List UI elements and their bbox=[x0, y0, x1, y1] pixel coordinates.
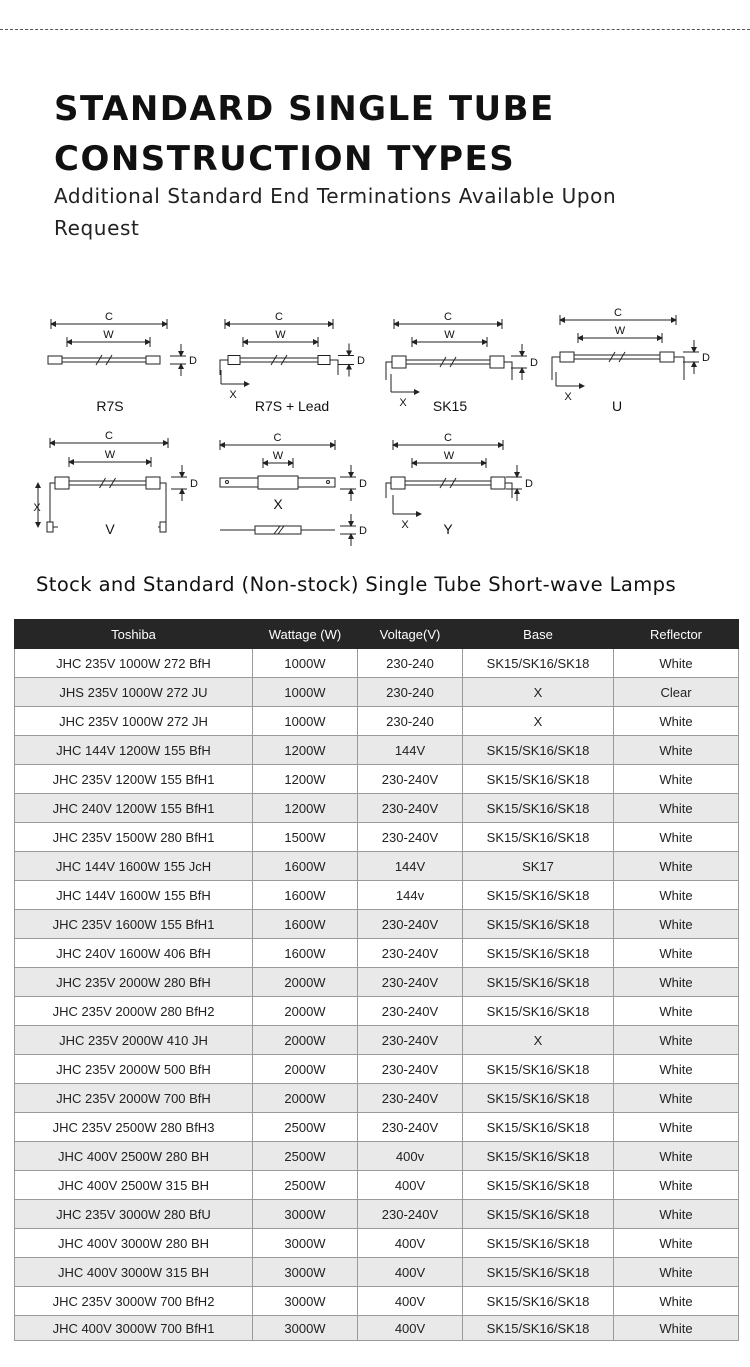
type-label-u: U bbox=[611, 398, 623, 414]
cell-model: JHC 235V 2000W 280 BfH2 bbox=[15, 997, 253, 1026]
cell-voltage: 230-240V bbox=[358, 939, 463, 968]
cell-base: X bbox=[463, 707, 614, 736]
lamp-table bbox=[14, 619, 739, 1341]
cell-reflector: White bbox=[614, 736, 739, 765]
cell-wattage: 1200W bbox=[253, 736, 358, 765]
dim-d-label: D bbox=[525, 478, 533, 490]
cell-reflector: White bbox=[614, 823, 739, 852]
table-row bbox=[15, 1287, 739, 1316]
cell-base: SK15/SK16/SK18 bbox=[463, 1084, 614, 1113]
cell-model: JHC 144V 1200W 155 BfH bbox=[15, 736, 253, 765]
page-subtitle: Additional Standard End Terminations Available Upon Request bbox=[54, 184, 617, 240]
cell-voltage: 400v bbox=[358, 1142, 463, 1171]
cell-base: SK15/SK16/SK18 bbox=[463, 736, 614, 765]
cell-voltage: 230-240V bbox=[358, 1200, 463, 1229]
cell-reflector: White bbox=[614, 1171, 739, 1200]
table-row bbox=[15, 1258, 739, 1287]
cell-wattage: 1600W bbox=[253, 939, 358, 968]
cell-wattage: 2000W bbox=[253, 1084, 358, 1113]
cell-voltage: 400V bbox=[358, 1287, 463, 1316]
table-header-row bbox=[15, 620, 739, 649]
cell-wattage: 2000W bbox=[253, 997, 358, 1026]
cell-reflector: White bbox=[614, 881, 739, 910]
dim-c-label: C bbox=[444, 432, 452, 444]
dim-d-label: D bbox=[702, 352, 710, 364]
cell-base: SK15/SK16/SK18 bbox=[463, 997, 614, 1026]
column-header-model: Toshiba bbox=[15, 620, 253, 649]
cell-model: JHC 400V 2500W 280 BH bbox=[15, 1142, 253, 1171]
cell-model: JHS 235V 1000W 272 JU bbox=[15, 678, 253, 707]
cell-wattage: 1000W bbox=[253, 649, 358, 678]
cell-voltage: 400V bbox=[358, 1258, 463, 1287]
construction-types-diagram bbox=[0, 300, 750, 555]
cell-wattage: 1500W bbox=[253, 823, 358, 852]
cell-reflector: White bbox=[614, 910, 739, 939]
cell-model: JHC 235V 1200W 155 BfH1 bbox=[15, 765, 253, 794]
table-row bbox=[15, 736, 739, 765]
dim-x-label: X bbox=[401, 519, 409, 531]
dim-w-label: W bbox=[275, 329, 286, 341]
cell-base: SK15/SK16/SK18 bbox=[463, 1113, 614, 1142]
type-label-sk15: SK15 bbox=[432, 398, 468, 414]
dim-c-label: C bbox=[105, 311, 113, 323]
dim-c-label: C bbox=[614, 307, 622, 319]
cell-reflector: White bbox=[614, 1055, 739, 1084]
dim-c-label: C bbox=[273, 432, 282, 444]
cell-voltage: 400V bbox=[358, 1316, 463, 1341]
table-row bbox=[15, 939, 739, 968]
top-dashed-divider bbox=[0, 29, 750, 30]
dim-w-label: W bbox=[443, 450, 455, 462]
dim-x-label: X bbox=[229, 389, 237, 401]
table-row bbox=[15, 881, 739, 910]
cell-model: JHC 235V 1000W 272 BfH bbox=[15, 649, 253, 678]
cell-base: SK17 bbox=[463, 852, 614, 881]
cell-reflector: White bbox=[614, 939, 739, 968]
dim-d-label: D bbox=[359, 525, 367, 537]
cell-wattage: 2000W bbox=[253, 1026, 358, 1055]
cell-voltage: 230-240V bbox=[358, 968, 463, 997]
dim-x-label: X bbox=[399, 397, 407, 409]
table-row bbox=[15, 823, 739, 852]
column-header-base: Base bbox=[463, 620, 614, 649]
cell-voltage: 230-240 bbox=[358, 649, 463, 678]
cell-model: JHC 235V 1000W 272 JH bbox=[15, 707, 253, 736]
cell-model: JHC 235V 2000W 700 BfH bbox=[15, 1084, 253, 1113]
cell-reflector: White bbox=[614, 1084, 739, 1113]
cell-wattage: 1200W bbox=[253, 765, 358, 794]
cell-voltage: 230-240V bbox=[358, 1055, 463, 1084]
cell-reflector: White bbox=[614, 1200, 739, 1229]
cell-base: SK15/SK16/SK18 bbox=[463, 649, 614, 678]
cell-base: SK15/SK16/SK18 bbox=[463, 1258, 614, 1287]
cell-base: SK15/SK16/SK18 bbox=[463, 1142, 614, 1171]
cell-base: SK15/SK16/SK18 bbox=[463, 1316, 614, 1341]
cell-reflector: White bbox=[614, 1316, 739, 1341]
cell-wattage: 2500W bbox=[253, 1171, 358, 1200]
cell-reflector: White bbox=[614, 1026, 739, 1055]
cell-base: SK15/SK16/SK18 bbox=[463, 823, 614, 852]
cell-base: X bbox=[463, 678, 614, 707]
type-label-y: Y bbox=[443, 521, 453, 537]
cell-voltage: 230-240V bbox=[358, 794, 463, 823]
cell-voltage: 144v bbox=[358, 881, 463, 910]
type-label-x: X bbox=[273, 496, 283, 512]
cell-model: JHC 240V 1200W 155 BfH1 bbox=[15, 794, 253, 823]
dim-w-label: W bbox=[104, 449, 116, 461]
dim-x-label: X bbox=[33, 502, 41, 514]
dim-d-label: D bbox=[530, 357, 538, 369]
cell-reflector: White bbox=[614, 997, 739, 1026]
table-row bbox=[15, 1142, 739, 1171]
cell-wattage: 3000W bbox=[253, 1287, 358, 1316]
table-row bbox=[15, 1171, 739, 1200]
dim-d-label: D bbox=[190, 478, 198, 490]
cell-wattage: 2500W bbox=[253, 1142, 358, 1171]
cell-voltage: 230-240V bbox=[358, 765, 463, 794]
dim-x-label: X bbox=[564, 391, 572, 403]
table-row bbox=[15, 968, 739, 997]
dim-d-label: D bbox=[357, 355, 365, 367]
column-header-voltage: Voltage(V) bbox=[358, 620, 463, 649]
table-row bbox=[15, 1316, 739, 1341]
cell-model: JHC 235V 3000W 280 BfU bbox=[15, 1200, 253, 1229]
type-label-r7s-lead: R7S + Lead bbox=[254, 398, 330, 414]
cell-voltage: 400V bbox=[358, 1171, 463, 1200]
table-heading: Stock and Standard (Non-stock) Single Tube Short-wave Lamps bbox=[36, 573, 677, 596]
cell-base: SK15/SK16/SK18 bbox=[463, 1229, 614, 1258]
cell-wattage: 1200W bbox=[253, 794, 358, 823]
cell-reflector: White bbox=[614, 968, 739, 997]
cell-voltage: 230-240V bbox=[358, 1113, 463, 1142]
cell-voltage: 230-240 bbox=[358, 707, 463, 736]
cell-base: SK15/SK16/SK18 bbox=[463, 910, 614, 939]
cell-model: JHC 235V 1600W 155 BfH1 bbox=[15, 910, 253, 939]
cell-wattage: 1000W bbox=[253, 707, 358, 736]
cell-model: JHC 235V 2000W 410 JH bbox=[15, 1026, 253, 1055]
cell-wattage: 1600W bbox=[253, 881, 358, 910]
cell-base: SK15/SK16/SK18 bbox=[463, 1287, 614, 1316]
cell-wattage: 3000W bbox=[253, 1200, 358, 1229]
cell-reflector: White bbox=[614, 1287, 739, 1316]
dim-w-label: W bbox=[444, 329, 455, 341]
dim-w-label: W bbox=[103, 329, 114, 341]
cell-reflector: White bbox=[614, 1113, 739, 1142]
cell-model: JHC 400V 2500W 315 BH bbox=[15, 1171, 253, 1200]
cell-model: JHC 400V 3000W 280 BH bbox=[15, 1229, 253, 1258]
column-header-reflector: Reflector bbox=[614, 620, 739, 649]
cell-model: JHC 235V 2000W 500 BfH bbox=[15, 1055, 253, 1084]
cell-voltage: 230-240V bbox=[358, 823, 463, 852]
cell-base: SK15/SK16/SK18 bbox=[463, 1200, 614, 1229]
cell-reflector: White bbox=[614, 794, 739, 823]
cell-wattage: 2000W bbox=[253, 968, 358, 997]
dim-d-label: D bbox=[189, 355, 197, 367]
page-title bbox=[54, 84, 555, 184]
table-row bbox=[15, 707, 739, 736]
cell-base: SK15/SK16/SK18 bbox=[463, 1055, 614, 1084]
cell-voltage: 230-240V bbox=[358, 997, 463, 1026]
cell-base: SK15/SK16/SK18 bbox=[463, 1171, 614, 1200]
cell-reflector: White bbox=[614, 1258, 739, 1287]
cell-model: JHC 400V 3000W 700 BfH1 bbox=[15, 1316, 253, 1341]
dim-c-label: C bbox=[105, 430, 113, 442]
cell-base: SK15/SK16/SK18 bbox=[463, 765, 614, 794]
cell-voltage: 230-240 bbox=[358, 678, 463, 707]
table-row bbox=[15, 765, 739, 794]
cell-wattage: 1000W bbox=[253, 678, 358, 707]
cell-reflector: White bbox=[614, 707, 739, 736]
cell-voltage: 400V bbox=[358, 1229, 463, 1258]
table-row bbox=[15, 852, 739, 881]
cell-reflector: White bbox=[614, 649, 739, 678]
table-row bbox=[15, 649, 739, 678]
dim-w-label: W bbox=[272, 450, 284, 462]
cell-model: JHC 400V 3000W 315 BH bbox=[15, 1258, 253, 1287]
table-row bbox=[15, 1113, 739, 1142]
cell-wattage: 2500W bbox=[253, 1113, 358, 1142]
cell-wattage: 3000W bbox=[253, 1229, 358, 1258]
cell-wattage: 1600W bbox=[253, 910, 358, 939]
table-row bbox=[15, 794, 739, 823]
table-row bbox=[15, 1200, 739, 1229]
type-label-v: V bbox=[105, 521, 115, 537]
cell-base: SK15/SK16/SK18 bbox=[463, 939, 614, 968]
cell-reflector: Clear bbox=[614, 678, 739, 707]
cell-base: SK15/SK16/SK18 bbox=[463, 881, 614, 910]
cell-model: JHC 235V 3000W 700 BfH2 bbox=[15, 1287, 253, 1316]
cell-base: SK15/SK16/SK18 bbox=[463, 968, 614, 997]
type-label-r7s: R7S bbox=[96, 398, 124, 414]
cell-voltage: 230-240V bbox=[358, 910, 463, 939]
cell-wattage: 1600W bbox=[253, 852, 358, 881]
dim-d-label: D bbox=[359, 478, 367, 490]
cell-voltage: 144V bbox=[358, 736, 463, 765]
table-row bbox=[15, 910, 739, 939]
title-line-1: STANDARD SINGLE TUBE bbox=[54, 89, 555, 129]
cell-model: JHC 235V 1500W 280 BfH1 bbox=[15, 823, 253, 852]
table-row bbox=[15, 1084, 739, 1113]
cell-model: JHC 235V 2500W 280 BfH3 bbox=[15, 1113, 253, 1142]
cell-wattage: 3000W bbox=[253, 1258, 358, 1287]
cell-base: X bbox=[463, 1026, 614, 1055]
table-row bbox=[15, 1026, 739, 1055]
table-row bbox=[15, 997, 739, 1026]
dim-c-label: C bbox=[444, 311, 452, 323]
cell-reflector: White bbox=[614, 765, 739, 794]
column-header-wattage: Wattage (W) bbox=[253, 620, 358, 649]
cell-wattage: 3000W bbox=[253, 1316, 358, 1341]
cell-model: JHC 144V 1600W 155 JcH bbox=[15, 852, 253, 881]
cell-model: JHC 144V 1600W 155 BfH bbox=[15, 881, 253, 910]
dim-c-label: C bbox=[275, 311, 283, 323]
cell-voltage: 144V bbox=[358, 852, 463, 881]
cell-reflector: White bbox=[614, 1229, 739, 1258]
cell-reflector: White bbox=[614, 852, 739, 881]
cell-model: JHC 240V 1600W 406 BfH bbox=[15, 939, 253, 968]
cell-base: SK15/SK16/SK18 bbox=[463, 794, 614, 823]
dim-w-label: W bbox=[614, 325, 626, 337]
title-line-2: CONSTRUCTION TYPES bbox=[54, 139, 516, 179]
table-row bbox=[15, 678, 739, 707]
cell-wattage: 2000W bbox=[253, 1055, 358, 1084]
table-row bbox=[15, 1229, 739, 1258]
cell-voltage: 230-240V bbox=[358, 1026, 463, 1055]
cell-model: JHC 235V 2000W 280 BfH bbox=[15, 968, 253, 997]
table-row bbox=[15, 1055, 739, 1084]
cell-reflector: White bbox=[614, 1142, 739, 1171]
cell-voltage: 230-240V bbox=[358, 1084, 463, 1113]
